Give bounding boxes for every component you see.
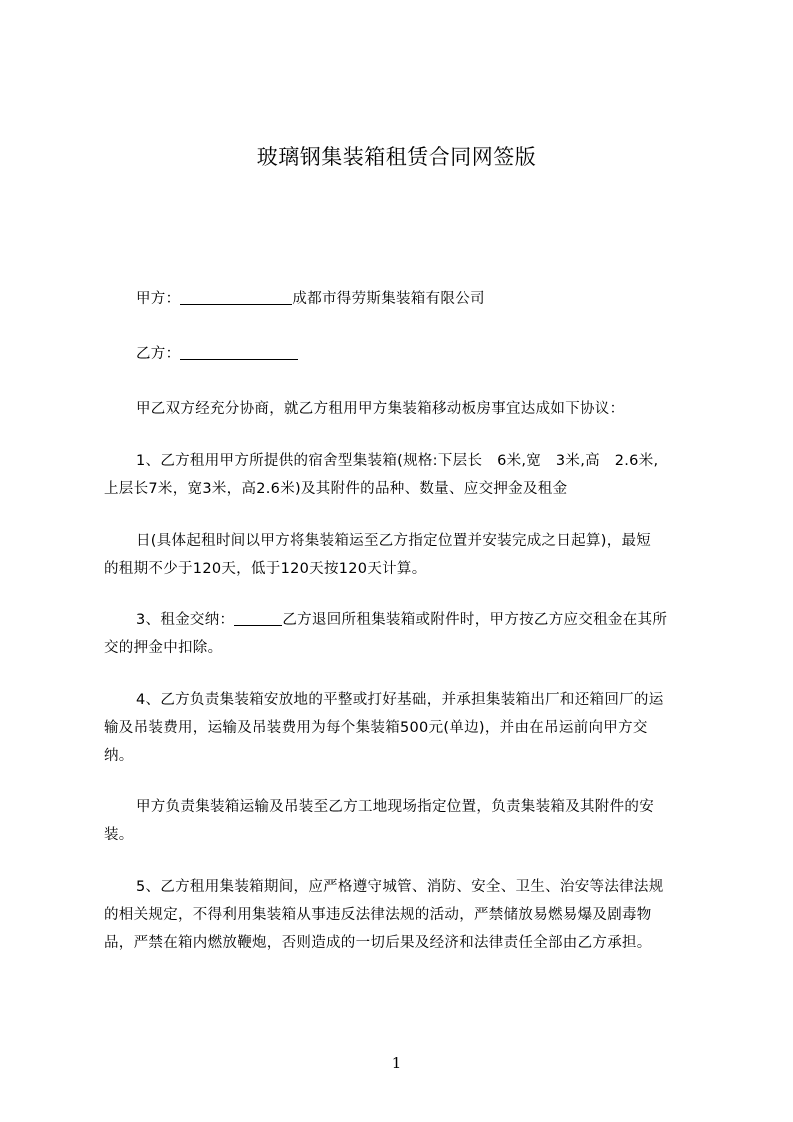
clause-4-line-3: 纳。 [104, 748, 134, 764]
party-a-line [104, 285, 704, 313]
party-a-name: 成都市得劳斯集装箱有限公司 [292, 291, 485, 307]
clause-2 [104, 527, 704, 583]
page-number: 1 [391, 1054, 402, 1072]
page-title: 玻璃钢集装箱租赁合同网签版 [256, 145, 537, 169]
clause-2-line-1: 日(具体起租时间以甲方将集装箱运至乙方指定位置并安装完成之日起算)，最短 [136, 533, 652, 549]
clause-5 [104, 873, 704, 957]
clause-3-prefix: 3、租金交纳： [136, 612, 235, 628]
clause-3-line-1: 乙方退回所租集装箱或附件时，甲方按乙方应交租金在其所 [282, 612, 668, 628]
clause-4b-line-2: 装。 [104, 827, 134, 843]
clause-4 [104, 686, 704, 770]
clause-4b-line-1: 甲方负责集装箱运输及吊装至乙方工地现场指定位置，负责集装箱及其附件的安 [136, 799, 654, 815]
clause-4-line-2: 输及吊装费用，运输及吊装费用为每个集装箱500元(单边)，并由在吊运前向甲方交 [104, 720, 648, 736]
clause-1 [104, 447, 704, 503]
party-a-blank [180, 288, 292, 305]
clause-4b [104, 793, 704, 849]
clause-1-line-2: 上层长7米，宽3米，高2.6米)及其附件的品种、数量、应交押金及租金 [104, 481, 568, 497]
clause-1-line-1: 1、乙方租用甲方所提供的宿舍型集装箱(规格:下层长 6米,宽 3米,高 2.6米, [136, 453, 659, 469]
party-b-blank [180, 343, 298, 360]
clause-5-line-2: 的相关规定，不得利用集装箱从事违反法律法规的活动，严禁储放易燃易爆及剧毒物 [104, 907, 652, 923]
party-a-label: 甲方： [136, 291, 181, 307]
party-b-line [104, 340, 704, 368]
clause-2-line-2: 的租期不少于120天，低于120天按120天计算。 [104, 561, 427, 577]
clause-3 [104, 606, 704, 662]
intro-paragraph: 甲乙双方经充分协商，就乙方租用甲方集装箱移动板房事宜达成如下协议： [136, 401, 625, 417]
clause-5-line-3: 品，严禁在箱内燃放鞭炮，否则造成的一切后果及经济和法律责任全部由乙方承担。 [104, 935, 652, 951]
clause-4-line-1: 4、乙方负责集装箱安放地的平整或打好基础，并承担集装箱出厂和还箱回厂的运 [136, 692, 664, 708]
clause-3-blank [234, 609, 282, 626]
clause-5-line-1: 5、乙方租用集装箱期间，应严格遵守城管、消防、安全、卫生、治安等法律法规 [136, 879, 664, 895]
clause-3-line-2: 交的押金中扣除。 [104, 640, 223, 656]
party-b-label: 乙方： [136, 346, 181, 362]
